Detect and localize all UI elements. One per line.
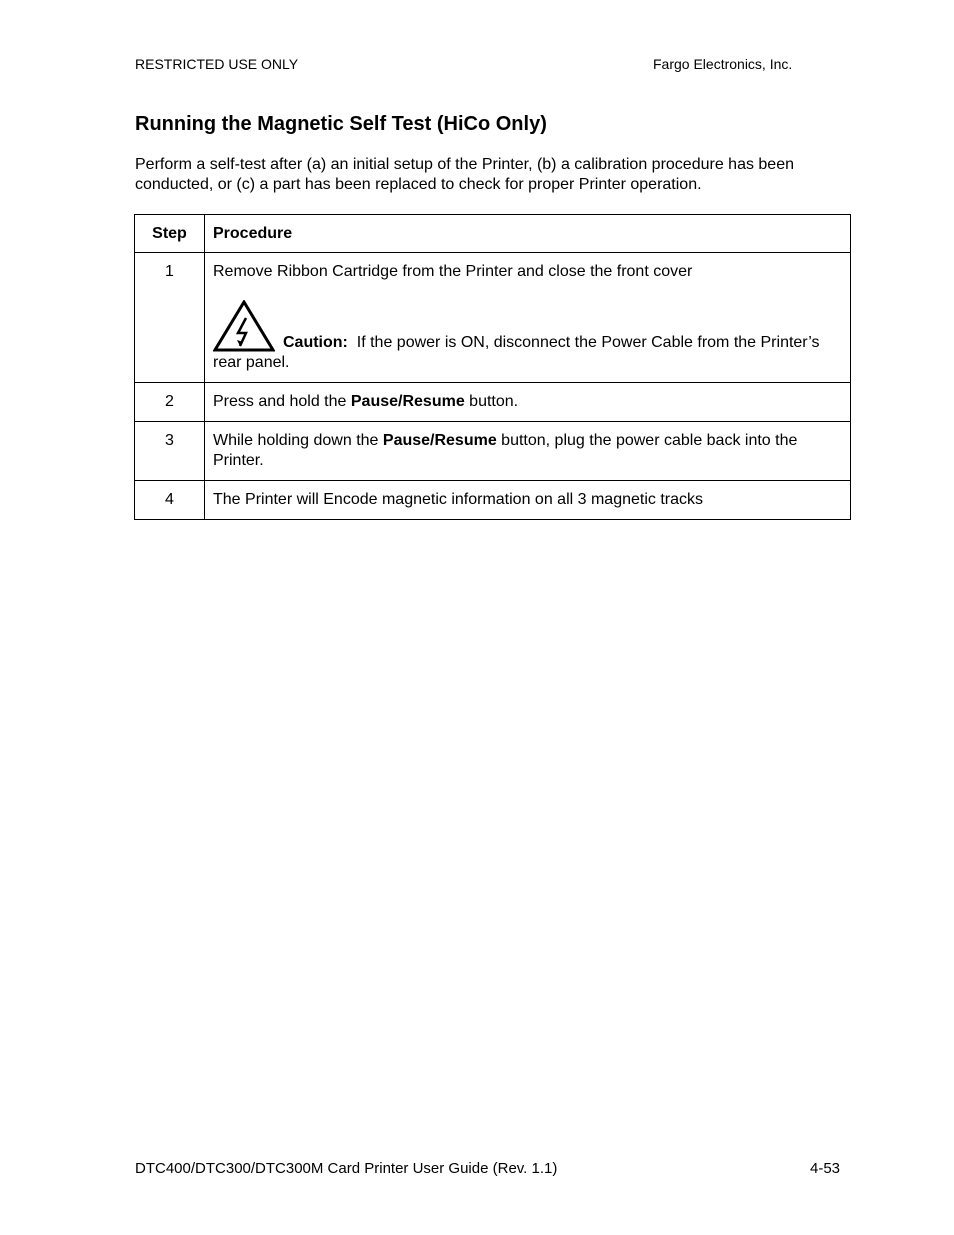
table-header-row — [135, 215, 851, 253]
page-number: 4-53 — [810, 1160, 841, 1177]
table-row — [135, 422, 851, 481]
procedure-cell — [205, 383, 851, 422]
caution-note — [213, 300, 842, 373]
step-number: 1 — [135, 253, 205, 383]
procedure-text: The Printer will Encode magnetic information on all 3 magnetic tracks — [205, 481, 851, 520]
table-row — [135, 253, 851, 383]
caution-text: If the power is ON, disconnect the Power Cable from the Printer’s rear panel. — [213, 334, 820, 371]
section-title: Running the Magnetic Self Test (HiCo Only) — [135, 113, 547, 135]
procedure-text-post: button. — [464, 393, 519, 410]
procedure-text-pre: While holding down the — [213, 432, 383, 449]
footer-guide-title: DTC400/DTC300/DTC300M Card Printer User Guide (Rev. 1.1) — [135, 1160, 558, 1177]
procedure-text: Remove Ribbon Cartridge from the Printer and close the front cover — [213, 263, 693, 280]
procedure-table — [134, 214, 851, 520]
button-name: Pause/Resume — [382, 432, 497, 449]
col-procedure-header: Procedure — [205, 215, 851, 253]
caution-label: Caution: — [283, 334, 348, 351]
header-company: Fargo Electronics, Inc. — [653, 56, 793, 72]
button-name: Pause/Resume — [350, 393, 465, 410]
procedure-cell — [205, 253, 851, 383]
header-restricted: RESTRICTED USE ONLY — [135, 56, 299, 72]
electrical-hazard-icon — [213, 300, 275, 352]
table-row — [135, 481, 851, 520]
intro-paragraph: Perform a self-test after (a) an initial setup of the Printer, (b) a calibration procedure has been conducted, or (c) a part has been replaced to check for proper Printer operation. — [135, 156, 794, 193]
step-number: 4 — [135, 481, 205, 520]
col-step-header: Step — [135, 215, 205, 253]
procedure-text-pre: Press and hold the — [213, 393, 351, 410]
step-number: 3 — [135, 422, 205, 481]
step-number: 2 — [135, 383, 205, 422]
procedure-cell — [205, 422, 851, 481]
procedure-text-post: button, plug the power cable back into the Printer. — [213, 432, 798, 469]
table-row — [135, 383, 851, 422]
